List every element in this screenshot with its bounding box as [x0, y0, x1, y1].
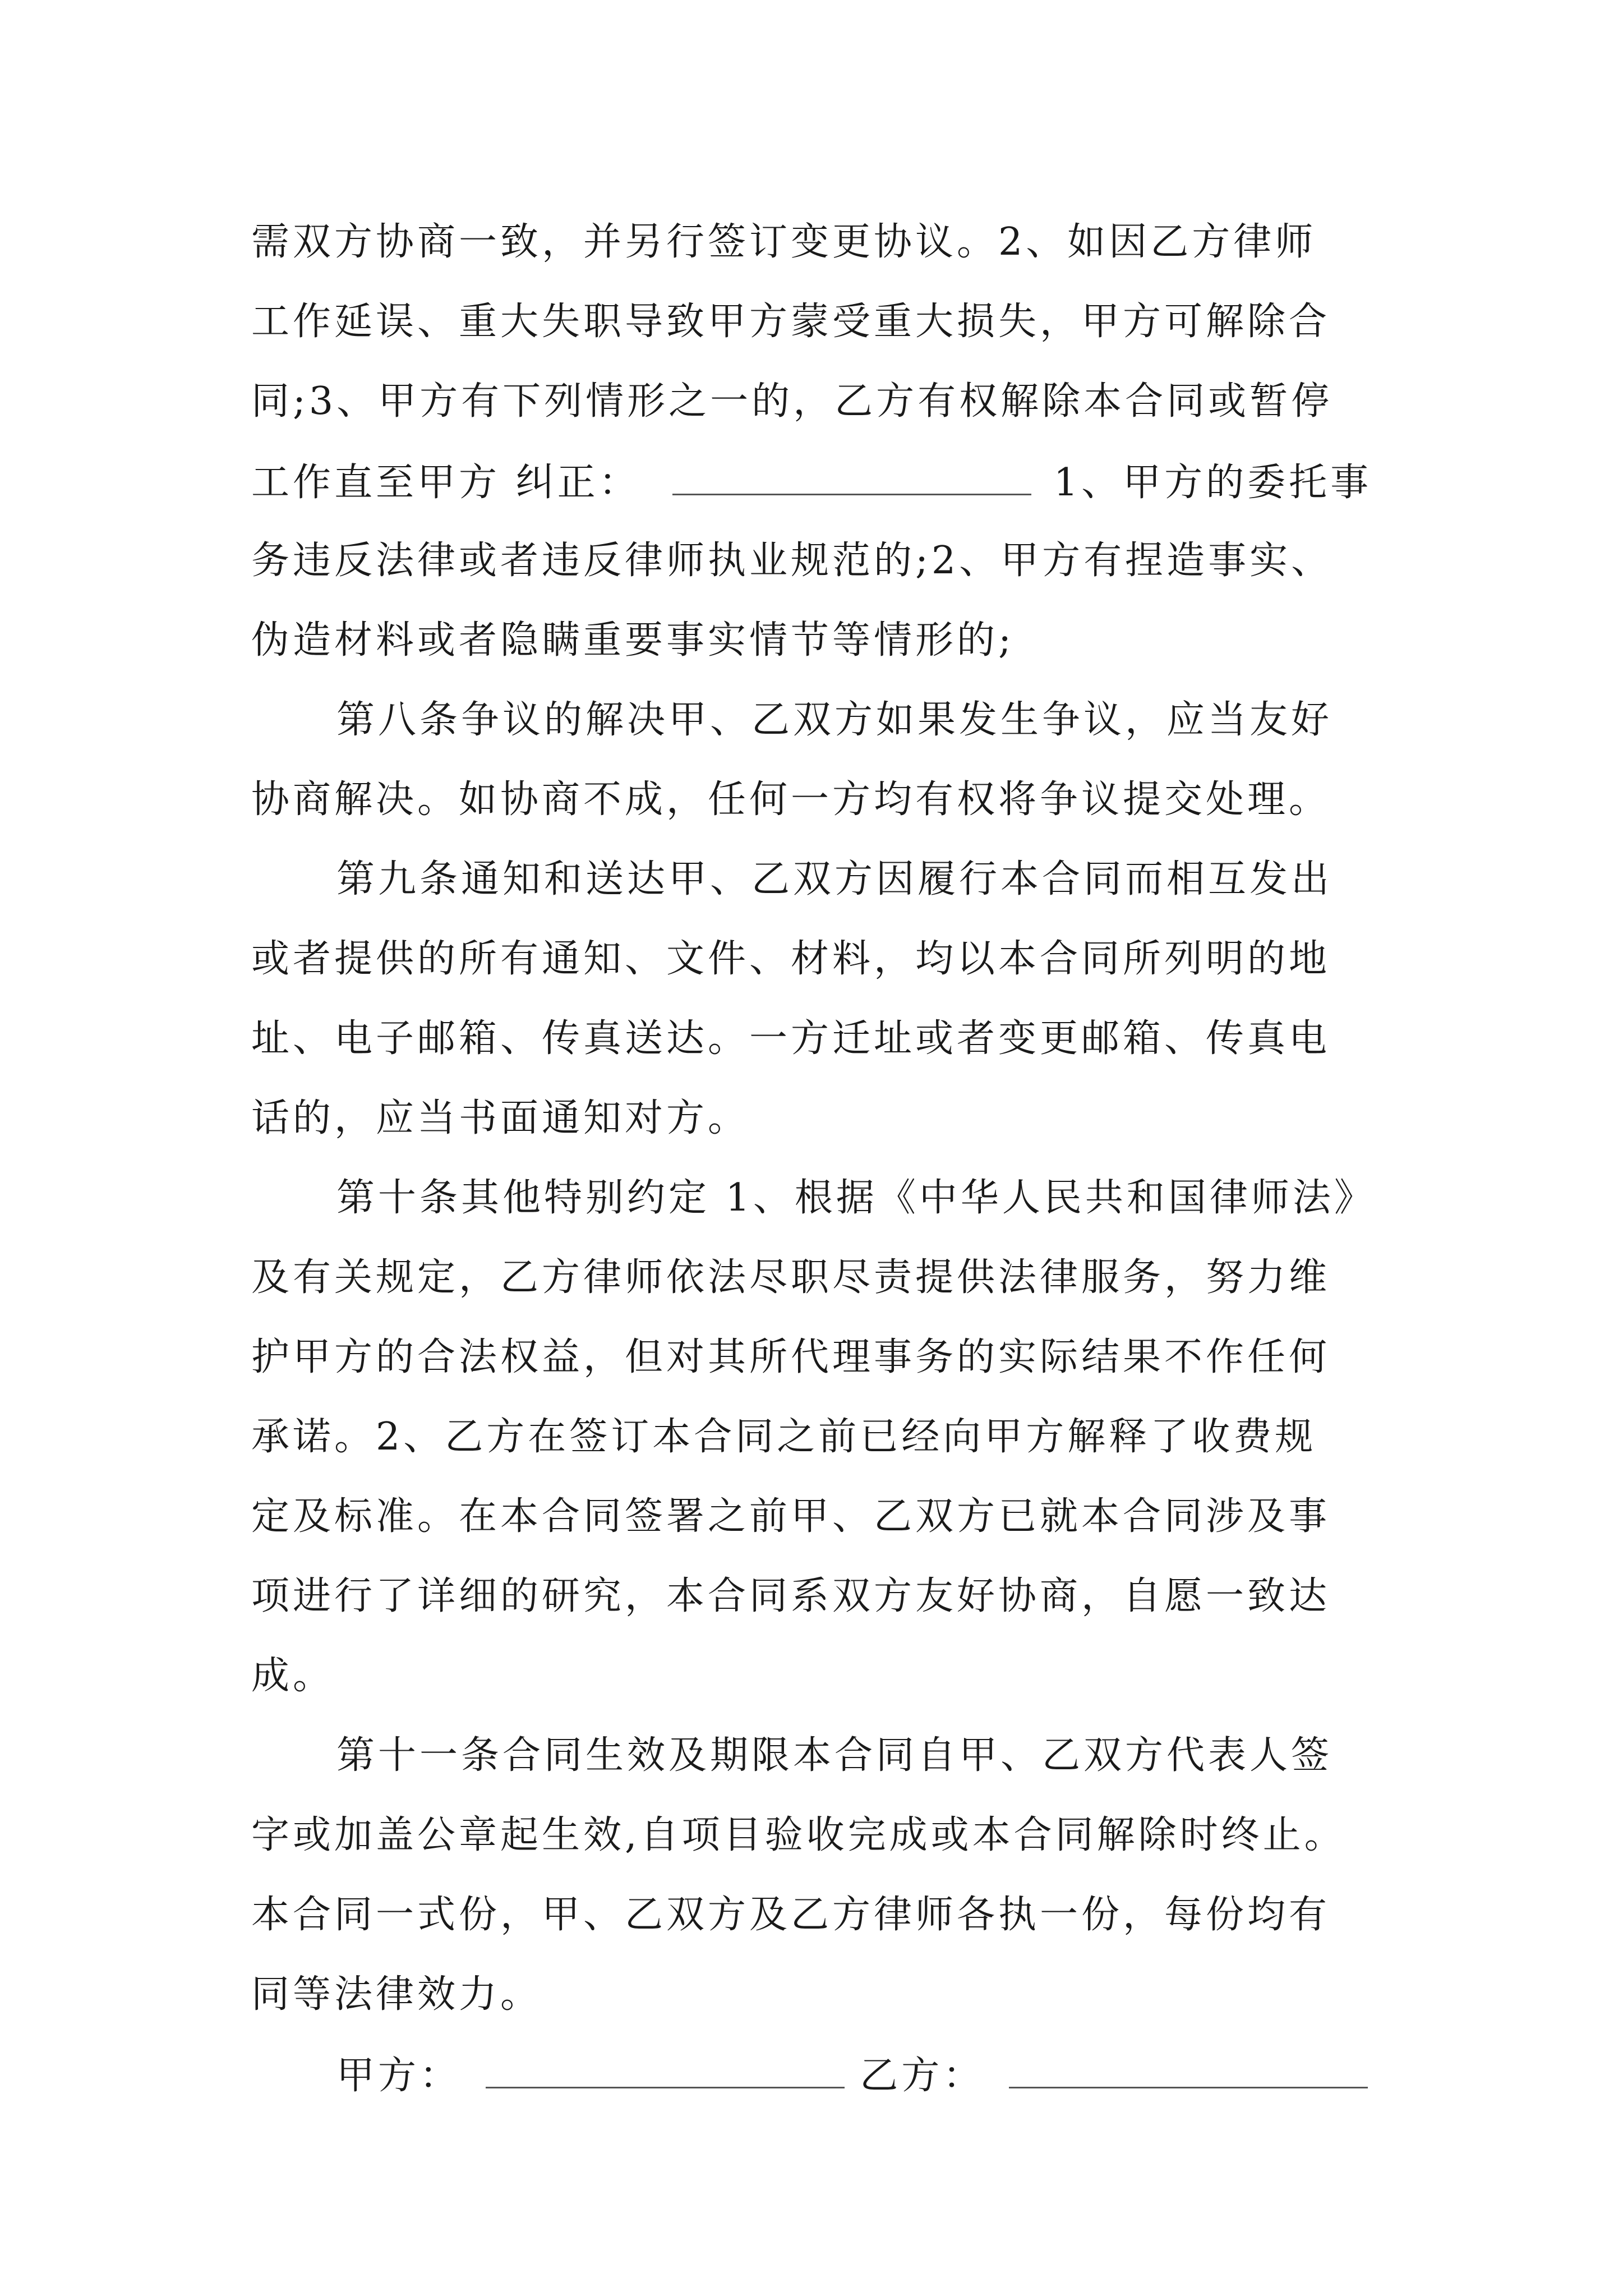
text-line: 或者提供的所有通知、文件、材料，均以本合同所列明的地	[251, 937, 1331, 981]
party-b-label: 乙方：	[860, 2054, 985, 2098]
paragraph-start-article-8: 第八条争议的解决甲、乙双方如果发生争议，应当友好	[336, 698, 1333, 742]
text-line: 同;3、甲方有下列情形之一的，乙方有权解除本合同或暂停	[251, 379, 1333, 424]
fill-in-blank	[672, 459, 1031, 495]
text-line: 工作延误、重大失职导致甲方蒙受重大损失，甲方可解除合	[251, 300, 1331, 344]
signature-line	[336, 2052, 1368, 2099]
paragraph-start-article-11: 第十一条合同生效及期限本合同自甲、乙双方代表人签	[336, 1733, 1333, 1778]
text-line: 同等法律效力。	[251, 1972, 542, 2017]
text-line: 址、电子邮箱、传真送达。一方迁址或者变更邮箱、传真电	[251, 1016, 1331, 1061]
text-line: 话的，应当书面通知对方。	[251, 1096, 750, 1140]
text-line: 承诺。2、乙方在签订本合同之前已经向甲方解释了收费规	[251, 1415, 1317, 1459]
text-line: 本合同一式份，甲、乙双方及乙方律师各执一份，每份均有	[251, 1893, 1331, 1937]
party-a-label: 甲方：	[336, 2054, 462, 2098]
party-a-signature-blank	[486, 2052, 845, 2088]
paragraph-start-article-10: 第十条其他特别约定 1、根据《中华人民共和国律师法》	[336, 1176, 1376, 1220]
text-line: 伪造材料或者隐瞒重要事实情节等情形的;	[251, 618, 1015, 662]
text-line: 项进行了详细的研究，本合同系双方友好协商，自愿一致达	[251, 1574, 1331, 1618]
party-b-signature-blank	[1009, 2052, 1368, 2088]
text-line: 字或加盖公章起生效,自项目验收完成或本合同解除时终止。	[251, 1813, 1346, 1857]
text-segment: 1、甲方的委托事	[1053, 461, 1372, 505]
text-line: 协商解决。如协商不成，任何一方均有权将争议提交处理。	[251, 777, 1331, 822]
text-line: 务违反法律或者违反律师执业规范的;2、甲方有捏造事实、	[251, 539, 1333, 583]
text-line: 定及标准。在本合同签署之前甲、乙双方已就本合同涉及事	[251, 1494, 1331, 1539]
paragraph-start-article-9: 第九条通知和送达甲、乙双方因履行本合同而相互发出	[336, 857, 1333, 901]
text-line: 及有关规定，乙方律师依法尽职尽责提供法律服务，努力维	[251, 1255, 1331, 1300]
text-line-with-blank	[251, 459, 1372, 505]
text-line: 护甲方的合法权益，但对其所代理事务的实际结果不作任何	[251, 1335, 1331, 1379]
text-line: 需双方协商一致，并另行签订变更协议。2、如因乙方律师	[251, 220, 1317, 264]
text-segment: 工作直至甲方 纠正：	[251, 461, 640, 505]
text-line: 成。	[251, 1654, 335, 1698]
